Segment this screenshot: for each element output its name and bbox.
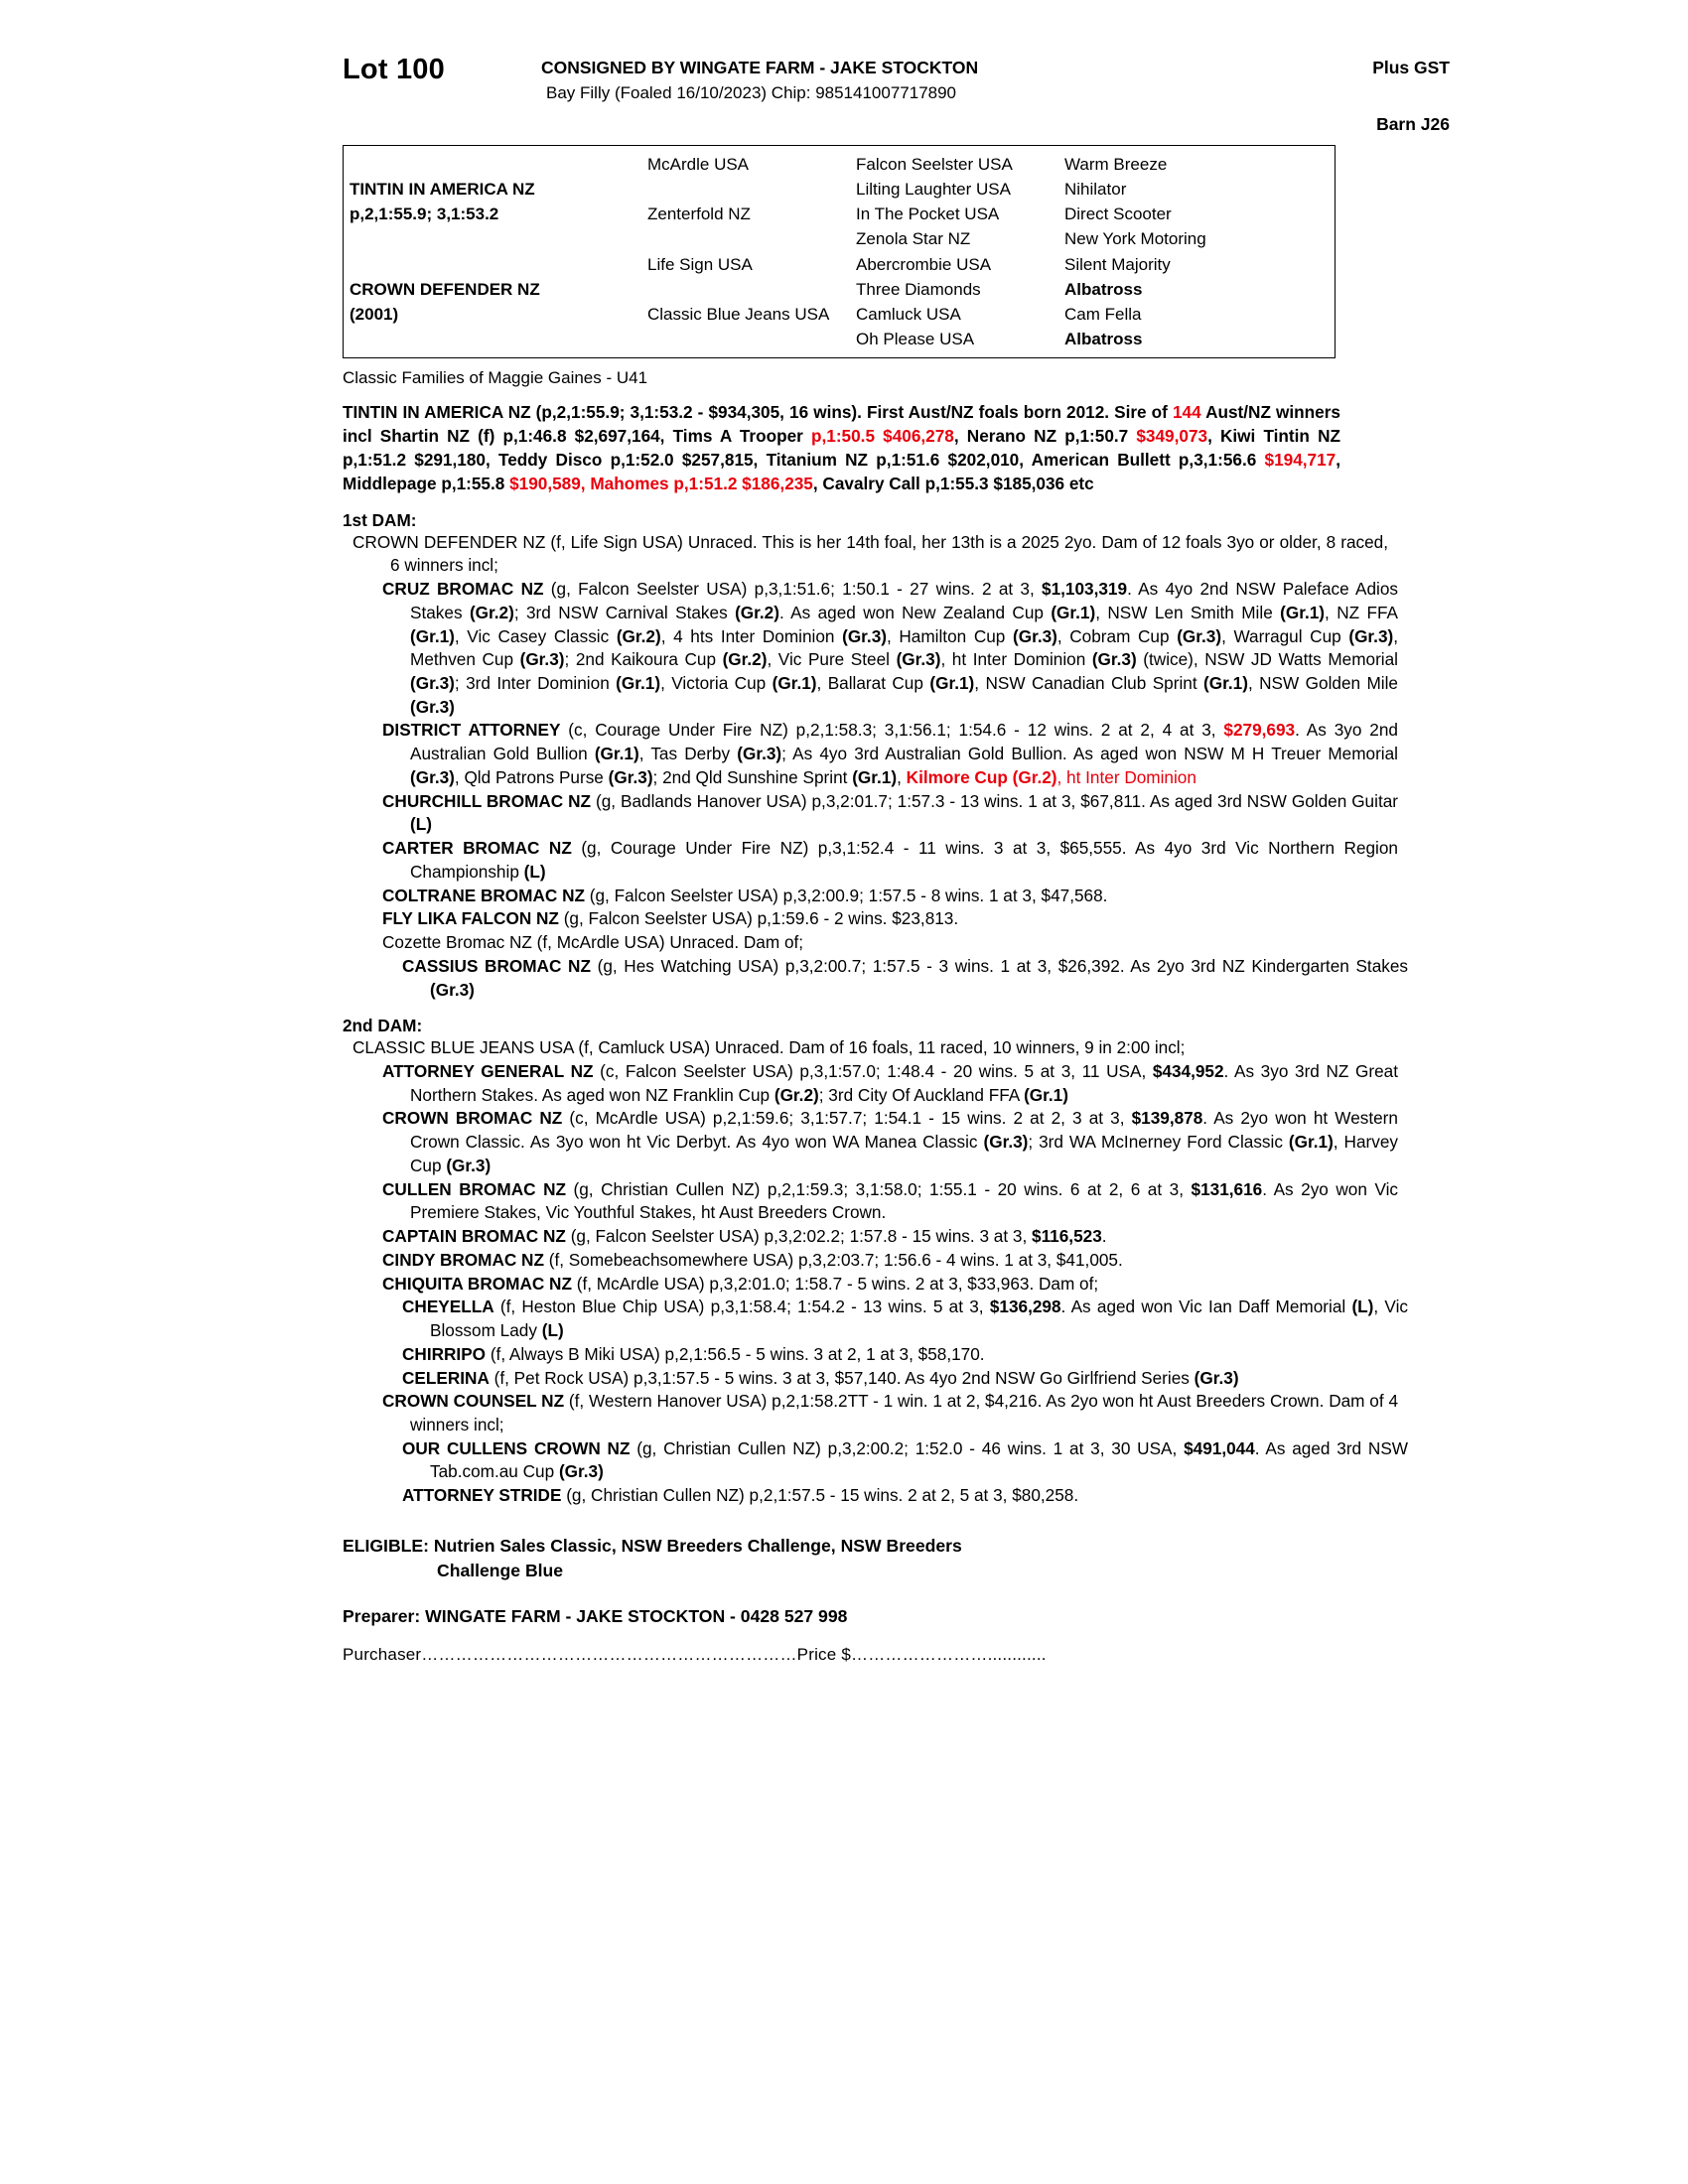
text-run: Aust/NZ winners incl Shartin NZ (f) p,1:46.8 $2,697,164, Tims A Trooper [343,402,1340,447]
text-run: (Gr.3) [410,696,455,717]
progeny-entry [362,790,1398,837]
text-run: $116,523 [1032,1226,1102,1247]
eligible-block [343,1534,1336,1584]
sire-gp3: In The Pocket USA [856,205,1000,224]
text-run: (Gr.3) [1091,649,1137,670]
second-dam-intro [352,1036,1388,1060]
text-run: (Gr.3) [983,1132,1029,1153]
text-run: $491,044 [1184,1437,1255,1458]
text-run: ; 3rd City Of Auckland FFA [818,1084,1025,1105]
progeny-entry [362,1107,1398,1177]
text-run: (Gr.3) [430,979,475,1000]
text-run: , Kiwi Tintin NZ p,1:51.2 $291,180, Teddy Disco p,1:52.0 $257,815, Titanium NZ p,1:51.6 $202,010, American Bullett p,3,1:56.6 [343,426,1340,471]
text-run: $434,952 [1152,1060,1224,1081]
text-run: (Gr.1) [772,672,817,693]
sire-summary-paragraph [343,400,1340,495]
text-run: (Gr.3) [896,649,941,670]
text-run: CROWN DEFENDER NZ (f, Life Sign USA) Unraced. This is her 14th foal, her 13th is a 2025 2yo. Dam of 12 foals 3yo or older, 8 raced, 6 winners incl; [352,531,1388,576]
text-run: CARTER BROMAC NZ [382,838,572,859]
text-run: CHURCHILL BROMAC NZ [382,790,592,811]
sire-sire-name: McArdle USA [647,155,750,174]
text-run: , [897,766,907,787]
text-run: (Gr.3) [1012,625,1057,646]
progeny-entry [382,1343,1408,1367]
preparer-line: Preparer: WINGATE FARM - JAKE STOCKTON - 0428 527 998 [343,1605,848,1626]
text-run: Cozette Bromac NZ (f, McArdle USA) Unraced. Dam of; [382,932,804,953]
first-dam-heading: 1st DAM: [343,509,417,530]
subject-description: Bay Filly (Foaled 16/10/2023) Chip: 985141007717890 [546,83,957,102]
sire-ggp1: Warm Breeze [1064,155,1168,174]
text-run: ; 3rd NSW Carnival Stakes [513,602,736,622]
text-run: , Tas Derby [638,744,738,764]
text-run: , Vic Blossom Lady [430,1297,1408,1341]
text-run: , Methven Cup [410,625,1399,670]
pedigree-cell-empty-2 [641,177,850,202]
text-run: (g, Christian Cullen NZ) p,2,1:57.5 - 15 wins. 2 at 2, 5 at 3, $80,258. [561,1485,1079,1506]
dam-name: CROWN DEFENDER NZ [350,279,540,299]
pedigree-grid [344,152,1335,351]
progeny-entry [362,931,1398,955]
dam-ggp3: Cam Fella [1064,304,1142,324]
text-run: , ht Inter Dominion [1056,766,1196,787]
text-run: (Gr.2) [735,602,779,622]
sire-ggp2: Nihilator [1064,180,1127,200]
text-run: (f, Western Hanover USA) p,2,1:58.2TT - 1 win. 1 at 2, $4,216. As 2yo won ht Aust Breeders Crown. Dam of 4 winners incl; [410,1391,1398,1434]
text-run: , Warragul Cup [1221,625,1349,646]
text-run: ; 3rd Inter Dominion [454,672,617,693]
dam-gp4: Oh Please USA [856,330,975,349]
text-run: CAPTAIN BROMAC NZ [382,1226,566,1247]
progeny-entry [382,1296,1408,1342]
purchaser-line: Purchaser…………………………………………………………Price $……………………............ [343,1644,1047,1664]
text-run: (Gr.1) [1203,672,1248,693]
text-run: , Hamilton Cup [886,625,1013,646]
text-run: (Gr.1) [929,672,975,693]
text-run: (c, Courage Under Fire NZ) p,2,1:58.3; 3,1:56.1; 1:54.6 - 12 wins. 2 at 2, 4 at 3, [560,720,1224,741]
text-run: $279,693 [1223,720,1296,741]
first-dam-intro [352,531,1388,578]
text-run: (g, Badlands Hanover USA) p,3,2:01.7; 1:57.3 - 13 wins. 1 at 3, $67,811. As aged 3rd NSW Golden Guitar [591,790,1398,811]
text-run: , Middlepage p,1:55.8 [343,450,1340,494]
text-run: CHEYELLA [402,1297,494,1317]
page-header [343,48,1569,139]
text-run: , Vic Casey Classic [454,625,617,646]
pedigree-table [343,145,1336,358]
text-run: (Gr.3) [1194,1367,1239,1388]
text-run: ; 2nd Qld Sunshine Sprint [652,766,853,787]
text-run: (f, Somebeachsomewhere USA) p,3,2:03.7; 1:56.6 - 4 wins. 1 at 3, $41,005. [543,1249,1123,1270]
text-run: . As 3yo 3rd NZ Great Northern Stakes. As aged won NZ Franklin Cup [410,1060,1398,1105]
text-run: CROWN COUNSEL NZ [382,1391,565,1412]
pedigree-cell-empty-3 [344,226,641,251]
text-run: (g, Christian Cullen NZ) p,3,2:00.2; 1:52.0 - 46 wins. 1 at 3, 30 USA, [630,1437,1185,1458]
text-run: (Gr.2) [469,602,514,622]
text-run: CULLEN BROMAC NZ [382,1178,566,1199]
text-run: (g, Falcon Seelster USA) p,3,1:51.6; 1:50.1 - 27 wins. 2 at 3, [543,579,1043,600]
text-run: CELERINA [402,1367,490,1388]
text-run: , Harvey Cup [410,1132,1398,1175]
dam-ggp4: Albatross [1064,330,1143,349]
first-dam-progeny-list [343,578,1569,1002]
text-run: CROWN BROMAC NZ [382,1108,563,1129]
text-run: (g, Christian Cullen NZ) p,2,1:59.3; 3,1:58.0; 1:55.1 - 20 wins. 6 at 2, 6 at 3, [566,1178,1192,1199]
eligible-line1: ELIGIBLE: Nutrien Sales Classic, NSW Breeders Challenge, NSW Breeders [343,1535,962,1556]
progeny-entry [362,719,1398,789]
progeny-entry [382,955,1408,1002]
text-run: $194,717 [1264,450,1336,471]
plus-gst-label: Plus GST [1372,58,1450,77]
text-run: , ht Inter Dominion [940,649,1092,670]
text-run: (Gr.1) [1288,1132,1334,1153]
text-run: (Gr.3) [558,1461,604,1482]
sire-ggp4: New York Motoring [1064,229,1206,249]
text-run: , Qld Patrons Purse [454,766,609,787]
dam-sire-name: Life Sign USA [647,254,753,274]
text-run: (g, Hes Watching USA) p,3,2:00.7; 1:57.5 - 3 wins. 1 at 3, $26,392. As 2yo 3rd NZ Kindergarten Stakes [590,955,1409,976]
text-run: , NZ FFA [1325,602,1398,622]
progeny-entry [362,837,1398,884]
text-run: , Cavalry Call p,1:55.3 $185,036 etc [812,474,1094,494]
text-run: ATTORNEY GENERAL NZ [382,1060,594,1081]
sire-gp2: Lilting Laughter USA [856,180,1011,200]
text-run: CASSIUS BROMAC NZ [402,955,591,976]
eligible-line2: Challenge Blue [437,1561,564,1581]
text-run: , Victoria Cup [660,672,773,693]
pedigree-cell-empty-5 [344,252,641,277]
consignor-line: CONSIGNED BY WINGATE FARM - JAKE STOCKTON [541,58,979,77]
text-run: COLTRANE BROMAC NZ [382,885,585,905]
pedigree-cell-empty-7 [344,327,641,351]
text-run: $190,589, Mahomes p,1:51.2 $186,235 [509,474,813,494]
text-run: $139,878 [1131,1108,1203,1129]
sire-ggp3: Direct Scooter [1064,205,1172,224]
text-run: (Gr.1) [852,766,898,787]
text-run: CINDY BROMAC NZ [382,1249,544,1270]
text-run: . [1101,1226,1107,1247]
text-run: Kilmore Cup (Gr.2) [906,766,1057,787]
dam-dam-name: Classic Blue Jeans USA [647,304,830,324]
sire-gp1: Falcon Seelster USA [856,155,1013,174]
text-run: $131,616 [1191,1178,1263,1199]
text-run: (Gr.1) [1280,602,1326,622]
text-run: (f, Pet Rock USA) p,3,1:57.5 - 5 wins. 3 at 3, $57,140. As 4yo 2nd NSW Go Girlfriend Series [489,1367,1195,1388]
second-dam-heading: 2nd DAM: [343,1016,423,1036]
text-run: TINTIN IN AMERICA NZ (p,2,1:55.9; 3,1:53.2 - $934,305, 16 wins). First Aust/NZ foals born 2012. Sire of [343,402,1173,423]
text-run: (L) [541,1320,564,1341]
text-run: FLY LIKA FALCON NZ [382,908,559,929]
text-run: . As 2yo won Vic Premiere Stakes, Vic Youthful Stakes, ht Aust Breeders Crown. [410,1178,1399,1223]
text-run: (Gr.3) [519,649,565,670]
pedigree-cell-empty-8 [641,327,850,351]
text-run: (c, Falcon Seelster USA) p,3,1:57.0; 1:48.4 - 20 wins. 5 at 3, 11 USA, [593,1060,1153,1081]
text-run: . As aged won New Zealand Cup [778,602,1052,622]
text-run: (Gr.1) [410,625,455,646]
text-run: CLASSIC BLUE JEANS USA (f, Camluck USA) Unraced. Dam of 16 foals, 11 raced, 10 winners, 9 in 2:00 incl; [352,1037,1186,1058]
text-run: . As 3yo 2nd Australian Gold Bullion [410,720,1398,764]
dam-gp1: Abercrombie USA [856,254,992,274]
text-run: (Gr.3) [410,766,455,787]
progeny-entry [362,1249,1398,1273]
text-run: (Gr.3) [608,766,653,787]
text-run: (f, McArdle USA) p,3,2:01.0; 1:58.7 - 5 wins. 2 at 3, $33,963. Dam of; [571,1273,1099,1294]
text-run: CHIRRIPO [402,1343,487,1364]
text-run: 144 [1172,402,1201,423]
text-run: (c, McArdle USA) p,2,1:59.6; 3,1:57.7; 1:54.1 - 15 wins. 2 at 2, 3 at 3, [562,1108,1132,1129]
text-run: (L) [523,861,546,882]
text-run: (Gr.3) [737,744,782,764]
progeny-entry [362,1060,1398,1107]
pedigree-cell-empty-1 [344,152,641,177]
text-run: (Gr.3) [446,1155,492,1175]
dam-ggp2: Albatross [1064,279,1143,299]
sire-gp4: Zenola Star NZ [856,229,971,249]
text-run: ; As 4yo 3rd Australian Gold Bullion. As aged won NSW M H Treuer Memorial [781,744,1399,764]
text-run: , NSW Len Smith Mile [1095,602,1281,622]
text-run: , Cobram Cup [1056,625,1178,646]
text-run: (f, Heston Blue Chip USA) p,3,1:58.4; 1:54.2 - 13 wins. 5 at 3, [493,1297,990,1317]
text-run: ATTORNEY STRIDE [402,1485,562,1506]
text-run: ; 3rd WA McInerney Ford Classic [1028,1132,1289,1153]
progeny-entry [382,1367,1408,1391]
text-run: (Gr.1) [616,672,661,693]
text-run: (twice), NSW JD Watts Memorial [1136,649,1398,670]
progeny-entry [382,1484,1408,1508]
text-run: , 4 hts Inter Dominion [660,625,843,646]
text-run: , NSW Golden Mile [1247,672,1398,693]
family-line: Classic Families of Maggie Gaines - U41 [343,368,648,388]
text-run: $349,073 [1136,426,1208,447]
text-run: CRUZ BROMAC NZ [382,579,544,600]
text-run: (g, Falcon Seelster USA) p,1:59.6 - 2 wins. $23,813. [558,908,959,929]
progeny-entry [362,1178,1398,1225]
text-run: CHIQUITA BROMAC NZ [382,1273,572,1294]
dam-year: (2001) [350,304,399,324]
progeny-entry [362,885,1398,908]
text-run: (g, Falcon Seelster USA) p,3,2:02.2; 1:57.8 - 15 wins. 3 at 3, [565,1226,1033,1247]
text-run: (Gr.3) [842,625,887,646]
text-run: . As 4yo 2nd NSW Paleface Adios Stakes [410,579,1398,622]
text-run: , Vic Pure Steel [767,649,897,670]
pedigree-cell-empty-4 [641,226,850,251]
text-run: (f, Always B Miki USA) p,2,1:56.5 - 5 wins. 3 at 2, 1 at 3, $58,170. [486,1343,985,1364]
text-run: (Gr.2) [616,625,661,646]
text-run: (g, Falcon Seelster USA) p,3,2:00.9; 1:57.5 - 8 wins. 1 at 3, $47,568. [585,885,1108,905]
progeny-entry [362,1390,1398,1436]
text-run: $136,298 [989,1297,1061,1317]
text-run: (Gr.3) [410,672,455,693]
lot-number: Lot 100 [343,54,445,85]
text-run: (Gr.3) [1348,625,1394,646]
dam-gp2: Three Diamonds [856,279,981,299]
text-run: OUR CULLENS CROWN NZ [402,1437,631,1458]
text-run: DISTRICT ATTORNEY [382,720,561,741]
progeny-entry [362,1273,1398,1297]
progeny-entry [362,1225,1398,1249]
sire-dam-name: Zenterfold NZ [647,205,751,224]
dam-ggp1: Silent Majority [1064,254,1171,274]
sire-name: TINTIN IN AMERICA NZ [350,180,535,200]
text-run: (g, Courage Under Fire NZ) p,3,1:52.4 - 11 wins. 3 at 3, $65,555. As 4yo 3rd Vic Northern Region Championship [410,838,1398,882]
text-run: ; 2nd Kaikoura Cup [564,649,723,670]
text-run: (Gr.1) [1024,1084,1068,1105]
text-run: (Gr.2) [774,1084,819,1105]
progeny-entry [362,578,1398,719]
text-run: , Nerano NZ p,1:50.7 [953,426,1137,447]
text-run: . As 2yo won ht Western Crown Classic. As 3yo won ht Vic Derbyt. As 4yo won WA Manea Classic [410,1108,1398,1153]
text-run: $1,103,319 [1042,579,1128,600]
text-run: (L) [410,814,432,835]
dam-gp3: Camluck USA [856,304,961,324]
text-run: . As aged won Vic Ian Daff Memorial [1060,1297,1352,1317]
barn-label: Barn J26 [1376,114,1450,134]
text-run: . As aged 3rd NSW Tab.com.au Cup [430,1437,1409,1482]
text-run: (L) [1351,1297,1374,1317]
text-run: (Gr.1) [1051,602,1096,622]
progeny-entry [362,907,1398,931]
second-dam-progeny-list [343,1060,1569,1508]
progeny-entry [382,1437,1408,1484]
sire-record: p,2,1:55.9; 3,1:53.2 [350,205,499,224]
pedigree-cell-empty-6 [641,277,850,302]
text-run: , Ballarat Cup [816,672,930,693]
text-run: (Gr.3) [1177,625,1222,646]
text-run: p,1:50.5 $406,278 [811,426,954,447]
text-run: , NSW Canadian Club Sprint [974,672,1204,693]
text-run: (Gr.1) [594,744,639,764]
text-run: (Gr.2) [722,649,768,670]
